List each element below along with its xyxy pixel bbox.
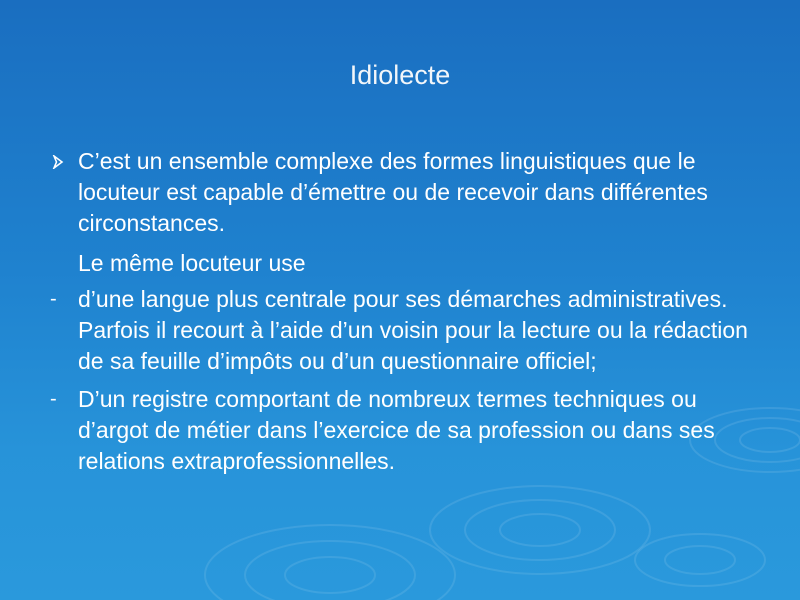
dash-marker: - xyxy=(50,388,57,410)
dash-item-text: D’un registre comportant de nombreux termes techniques ou d’argot de métier dans l’exercice de sa profession ou dans ses relations extraprofessionnelles. xyxy=(78,386,715,474)
dash-item xyxy=(40,384,770,477)
arrow-bullet-icon xyxy=(51,155,65,169)
dash-item-text: d’une langue plus centrale pour ses démarches administratives. Parfois il recourt à l’aide d’un voisin pour la lecture ou la rédaction de sa feuille d’impôts ou d’un questionnaire officiel; xyxy=(78,286,748,374)
dash-item xyxy=(40,284,770,377)
slide-title: Idiolecte xyxy=(349,60,451,90)
subheading-line: Le même locuteur use xyxy=(78,250,306,276)
bullet-item xyxy=(40,146,770,239)
slide-body xyxy=(40,146,770,477)
dash-marker: - xyxy=(50,288,57,310)
bullet-text: C’est un ensemble complexe des formes linguistiques que le locuteur est capable d’émettre ou de recevoir dans différentes circonstances. xyxy=(78,148,708,236)
